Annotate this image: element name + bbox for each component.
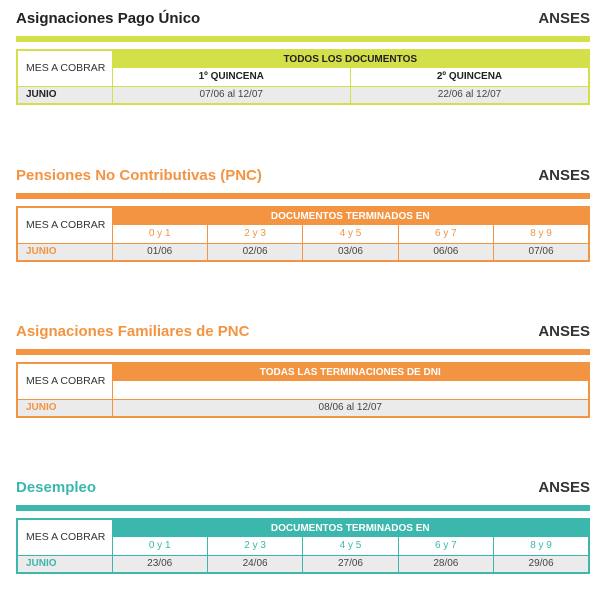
column-header-empty <box>112 381 589 399</box>
section-title: Desempleo <box>16 479 97 496</box>
column-header: 1º QUINCENA <box>112 68 351 86</box>
mes-a-cobrar-label: MES A COBRAR <box>17 519 112 555</box>
column-header: 6 y 7 <box>398 225 493 243</box>
schedule-table <box>16 49 590 105</box>
table-row <box>17 399 589 417</box>
schedule-table <box>16 206 590 262</box>
section-title: Pensiones No Contributivas (PNC) <box>16 167 262 184</box>
date-value: 24/06 <box>207 555 302 573</box>
table-header: DOCUMENTOS TERMINADOS EN <box>112 207 589 225</box>
column-header: 0 y 1 <box>112 537 207 555</box>
date-value: 22/06 al 12/07 <box>351 86 590 104</box>
month-label: JUNIO <box>17 555 112 573</box>
date-value: 07/06 <box>494 243 589 261</box>
date-value: 02/06 <box>207 243 302 261</box>
section-header <box>16 475 590 505</box>
month-label: JUNIO <box>17 86 112 104</box>
section-header <box>16 319 590 349</box>
column-header: 8 y 9 <box>494 225 589 243</box>
date-value: 01/06 <box>112 243 207 261</box>
section-header <box>16 163 590 193</box>
table-header: TODAS LAS TERMINACIONES DE DNI <box>112 363 589 381</box>
section-pensiones-no-contributivas <box>16 163 590 262</box>
section-rule <box>16 193 590 199</box>
column-header: 8 y 9 <box>494 537 589 555</box>
date-value: 29/06 <box>494 555 589 573</box>
section-title: Asignaciones Pago Único <box>16 10 201 27</box>
section-asignaciones-pago-unico <box>16 6 590 105</box>
column-header: 2º QUINCENA <box>351 68 590 86</box>
section-rule <box>16 349 590 355</box>
date-value: 28/06 <box>398 555 493 573</box>
table-row <box>17 555 589 573</box>
schedule-table <box>16 362 590 418</box>
date-value: 27/06 <box>303 555 398 573</box>
column-header: 4 y 5 <box>303 537 398 555</box>
date-value: 03/06 <box>303 243 398 261</box>
section-title: Asignaciones Familiares de PNC <box>16 323 250 340</box>
mes-a-cobrar-label: MES A COBRAR <box>17 207 112 243</box>
month-label: JUNIO <box>17 243 112 261</box>
column-header: 2 y 3 <box>207 225 302 243</box>
date-value: 08/06 al 12/07 <box>112 399 589 417</box>
date-value: 07/06 al 12/07 <box>112 86 351 104</box>
column-header: 0 y 1 <box>112 225 207 243</box>
section-rule <box>16 505 590 511</box>
month-label: JUNIO <box>17 399 112 417</box>
section-asignaciones-familiares-pnc <box>16 319 590 418</box>
mes-a-cobrar-label: MES A COBRAR <box>17 363 112 399</box>
table-header: DOCUMENTOS TERMINADOS EN <box>112 519 589 537</box>
section-header <box>16 6 590 36</box>
date-value: 06/06 <box>398 243 493 261</box>
column-header: 6 y 7 <box>398 537 493 555</box>
column-header: 2 y 3 <box>207 537 302 555</box>
section-desempleo <box>16 475 590 574</box>
brand-label: ANSES <box>538 167 590 184</box>
column-header: 4 y 5 <box>303 225 398 243</box>
schedule-table <box>16 518 590 574</box>
brand-label: ANSES <box>538 479 590 496</box>
brand-label: ANSES <box>538 323 590 340</box>
date-value: 23/06 <box>112 555 207 573</box>
mes-a-cobrar-label: MES A COBRAR <box>17 50 112 86</box>
table-header: TODOS LOS DOCUMENTOS <box>112 50 589 68</box>
table-row <box>17 243 589 261</box>
table-row <box>17 86 589 104</box>
section-rule <box>16 36 590 42</box>
brand-label: ANSES <box>538 10 590 27</box>
